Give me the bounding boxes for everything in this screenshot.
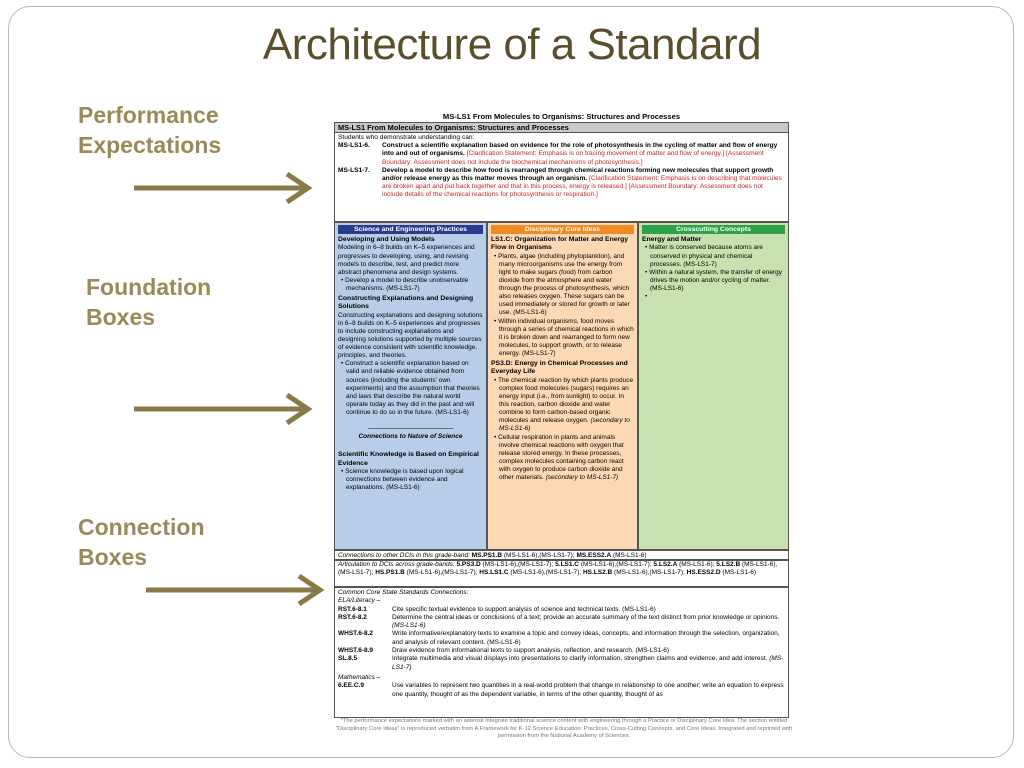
sep-paragraph: Constructing explanations and designing solutions in 6–8 builds on K–5 experiences and progresses to include constructing explanations and designing solutions supported by multiple sources of evidence consistent with scientific knowledge, principles, and theories. xyxy=(338,311,483,360)
sep-divider: --------------------------------------------------- xyxy=(368,425,453,432)
performance-expectations-label: Performance Expectations xyxy=(78,102,222,158)
ccc-bullet: • Within a natural system, the transfer of energy drives the motion and/or cycling of matter. (MS-LS1-6) xyxy=(645,268,783,292)
sep-bullet: • Construct a scientific explanation based on valid and reliable evidence obtained from sources (including the students’ own experiments) and the assumption that theories and laws that describe the natural world operate today as they did in the past and will continue to do so in the future. (MS-LS1-6) xyxy=(341,360,480,416)
ccss-title: Common Core State Standards Connections: xyxy=(338,589,469,596)
connections-grade-band-box: Connections to other DCIs in this grade-band: MS.PS1.B (MS-LS1-6),(MS-LS1-7); MS.ESS2.A (MS-LS1-6) xyxy=(334,550,789,560)
ccc-title: Crosscutting Concepts xyxy=(642,225,785,234)
foundation-boxes-label: Foundation Boxes xyxy=(86,274,212,330)
sep-heading: Developing and Using Models xyxy=(338,236,435,243)
ccss-row: SL.8.5 Integrate multimedia and visual displays into presentations to clarify information, strengthen claims and evidence, and add interest. (MS-LS1-7) xyxy=(338,655,784,671)
arrow-right-icon xyxy=(132,172,316,204)
connection-boxes-label: Connection Boxes xyxy=(78,514,205,570)
ccss-ela-heading: ELA/Literacy – xyxy=(338,597,381,605)
slide-title: Architecture of a Standard xyxy=(262,20,762,69)
ccc-heading: Energy and Matter xyxy=(642,236,702,243)
ccc-bullet: • xyxy=(645,292,648,300)
pe-text: Construct a scientific explanation based on evidence for the role of photosynthesis in the cycling of matter and flow of energy into and out of organisms. xyxy=(382,142,778,158)
performance-expectations-box xyxy=(334,122,789,222)
ccss-math-heading: Mathematics – xyxy=(338,673,381,681)
sep-bullet: • Develop a model to describe unobservable mechanisms. (MS-LS1-7) xyxy=(341,276,469,292)
pe-code: MS-LS1-7. xyxy=(338,166,370,174)
dci-bullet: • The chemical reaction by which plants produce complex food molecules (sugars) requires an energy input (i.e., from sunlight) to occur. In this reaction, carbon dioxide and water combine to form carbon-based organic molecules and release oxygen. (secondary to MS-LS1-6) xyxy=(494,376,634,433)
dci-heading: LS1.C: Organization for Matter and Energy Flow in Organisms xyxy=(491,236,629,252)
ccc-bullet: • Matter is conserved because atoms are conserved in physical and chemical processes. (MS-LS1-7) xyxy=(645,244,763,268)
pe-band: MS-LS1 From Molecules to Organisms: Structures and Processes xyxy=(335,123,788,133)
standard-header: MS-LS1 From Molecules to Organisms: Structures and Processes xyxy=(442,112,681,121)
pe-clarification: [Clarification Statement: Emphasis is on describing that molecules are broken apart and put back together and that in this process, energy is released.] [Assessment Boundary: Assessment does not include details of the chemical reactions for photosynthesis or respiration.] xyxy=(382,175,782,199)
pe-text: Develop a model to describe how food is rearranged through chemical reactions forming new molecules that support growth and/or release energy as this matter moves through an organism. xyxy=(382,166,774,183)
dci-bullet: • Within individual organisms, food moves through a series of chemical reactions in which it is broken down and rearranged to form new molecules, to support growth, or to release energy. (MS-LS1-7) xyxy=(494,317,634,357)
ccss-row: WHST.6-8.9 Draw evidence from informational texts to support analysis, reflection, and research. (MS-LS1-6) xyxy=(338,647,670,655)
standard-document xyxy=(334,112,793,760)
dci-bullet: • Cellular respiration in plants and animals involve chemical reactions with oxygen that release stored energy. In these processes, complex molecules containing carbon react with oxygen to produce carbon dioxide and other materials. (secondary to MS-LS1-7) xyxy=(494,433,624,481)
pe-row xyxy=(338,167,785,200)
pe-row xyxy=(338,142,785,167)
science-engineering-practices-box xyxy=(334,222,487,550)
sep-bullet: • Science knowledge is based upon logical connections between evidence and explanations. (MS-LS1-6) xyxy=(341,468,464,492)
crosscutting-concepts-box xyxy=(638,222,789,550)
footnote: *The performance expectations marked with an asterisk integrate traditional science content with engineering through a Practice or Disciplinary Core Idea. The section entitled "Disciplinary Core Ideas" is reproduced verbatim from A Framework for K-12 Science Education: Practices, Cross-Cutting Concepts, and Core Ideas. Integrated and reprinted with permission from the National Academy of Sciences. xyxy=(335,718,793,740)
dci-heading: PS3.D: Energy in Chemical Processes and Everyday Life xyxy=(491,360,628,376)
arrow-right-icon xyxy=(132,393,316,425)
pe-code: MS-LS1-6. xyxy=(338,142,370,150)
ccss-row: 6.EE.C.9 Use variables to represent two quantities in a real-world problem that change in relationship to one another; write an equation to express one quantity, thought of as the dependent variable, in terms of the other quantity, thought of as xyxy=(338,682,784,698)
arrow-right-icon xyxy=(144,574,328,606)
sep-paragraph: Modeling in 6–8 builds on K–5 experiences and progresses to developing, using, and revising models to describe, test, and predict more abstract phenomena and design systems. xyxy=(338,244,475,276)
articulation-box: Articulation to DCIs across grade-bands: 5.PS3.D (MS-LS1-6),(MS-LS1-7); 5.LS1.C (MS-LS1-6),(MS-LS1-7); 5.LS2.A (MS-LS1-6); 5.LS2.B (MS-LS1-6),(MS-LS1-7); HS.PS1.B (MS-LS1-6),(MS-LS1-7); HS.LS1.C (MS-LS1-6),(MS-LS1-7); HS.LS2.B (MS-LS1-6),(MS-LS1-7); HS.ESS2.D (MS-LS1-6) xyxy=(334,560,789,587)
sep-heading: Scientific Knowledge is Based on Empirical Evidence xyxy=(338,451,479,467)
dci-bullet: • Plants, algae (including phytoplankton), and many microorganisms use the energy from light to make sugars (food) from carbon dioxide from the atmosphere and water through the process of photosynthesis, which also releases oxygen. These sugars can be used immediately or stored for growth or later use. (MS-LS1-6) xyxy=(494,252,630,317)
ccss-row: RST.6-8.1 Cite specific textual evidence to support analysis of science and technical texts. (MS-LS1-6) xyxy=(338,605,656,613)
dci-title: Disciplinary Core Ideas xyxy=(491,225,634,234)
disciplinary-core-ideas-box xyxy=(487,222,638,550)
ccss-row: RST.6-8.2 Determine the central ideas or conclusions of a text; provide an accurate summary of the text distinct from prior knowledge or opinions. (MS-LS1-6) xyxy=(338,613,780,630)
ccss-row: WHST.6-8.2 Write informative/explanatory texts to examine a topic and convey ideas, concepts, and information through the selection, organization, and analysis of relevant content. (MS-LS1-6) xyxy=(338,630,780,646)
nature-of-science-heading: Connections to Nature of Science xyxy=(358,433,463,441)
common-core-box xyxy=(334,587,789,718)
pe-intro: Students who demonstrate understanding can: xyxy=(338,134,475,141)
sep-heading: Constructing Explanations and Designing Solutions xyxy=(338,294,474,311)
pe-clarification: [Clarification Statement: Emphasis is on tracing movement of matter and flow of energy.] [Assessment Boundary: Assessment does not include the biochemical mechanisms of photosynthesis.] xyxy=(382,150,764,166)
sep-title: Science and Engineering Practices xyxy=(338,225,483,234)
